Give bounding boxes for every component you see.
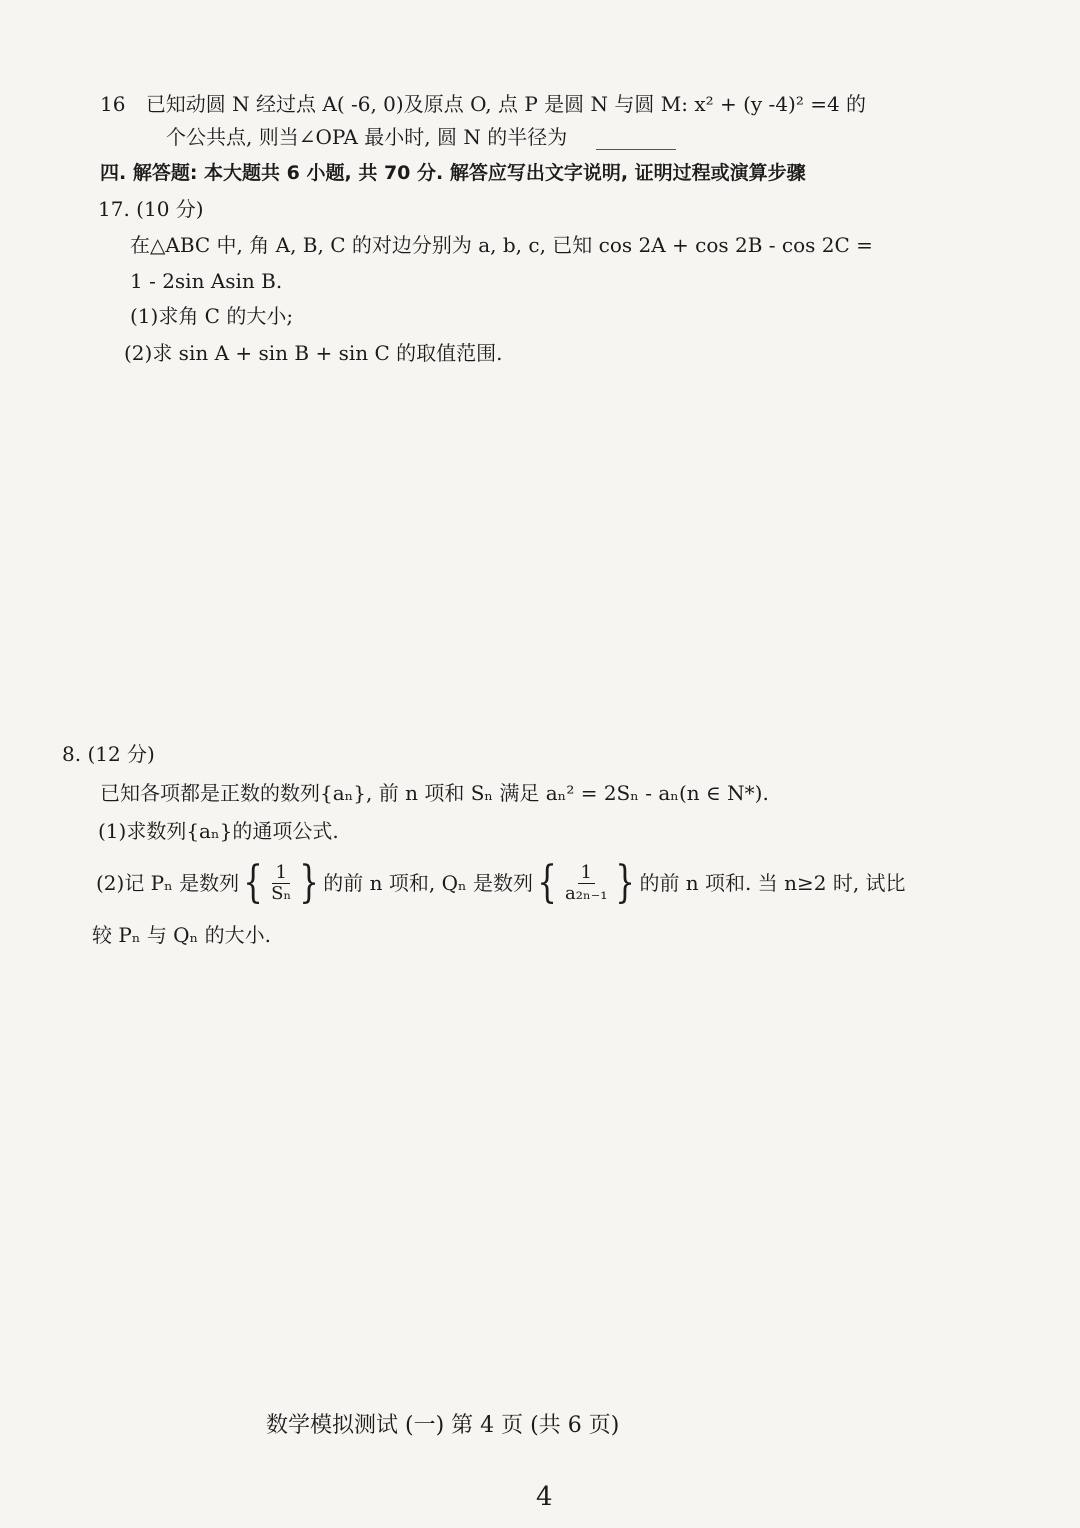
fraction-1-over-Sn — [268, 863, 294, 904]
q17-line2: 1 - 2sin Asin B. — [130, 269, 283, 293]
q18-header: 8. (12 分) — [62, 742, 155, 766]
sequence-reciprocal-a — [533, 857, 639, 908]
q18-part2-text-a: (2)记 Pₙ 是数列 — [96, 871, 240, 895]
fraction-numerator: 1 — [272, 863, 289, 884]
q18-part2-text-c: 的前 n 项和. 当 n≥2 时, 试比 — [639, 871, 906, 895]
left-brace: { — [537, 857, 557, 908]
q18-part2-text-b: 的前 n 项和, Qₙ 是数列 — [323, 871, 533, 895]
page-footer: 数学模拟测试 (一) 第 4 页 (共 6 页) — [266, 1413, 620, 1438]
q16-number: 16 — [100, 92, 126, 116]
left-brace: { — [243, 857, 263, 908]
q17-line1: 在△ABC 中, 角 A, B, C 的对边分别为 a, b, c, 已知 cos 2A + cos 2B - cos 2C = — [130, 233, 873, 257]
fraction-1-over-a2n-1 — [562, 863, 610, 904]
right-brace: } — [299, 857, 320, 908]
q16-line2 — [166, 124, 676, 150]
q18-line1: 已知各项都是正数的数列{aₙ}, 前 n 项和 Sₙ 满足 aₙ² = 2Sₙ - aₙ(n ∈ N*). — [100, 781, 769, 805]
q16-line1 — [100, 91, 866, 117]
sequence-reciprocal-S — [239, 857, 323, 908]
q17-header: 17. (10 分) — [98, 197, 204, 221]
fraction-denominator: Sₙ — [271, 882, 292, 904]
q17-part2: (2)求 sin A + sin B + sin C 的取值范围. — [124, 341, 503, 365]
section-heading: 四. 解答题: 本大题共 6 小题, 共 70 分. 解答应写出文字说明, 证明过程或演算步骤 — [100, 162, 806, 184]
q18-part2-line1 — [96, 856, 906, 910]
q17-part1: (1)求角 C 的大小; — [130, 304, 294, 328]
answer-blank — [596, 131, 676, 150]
q16-text-line1: 已知动圆 N 经过点 A( -6, 0)及原点 O, 点 P 是圆 N 与圆 M: x² + (y -4)² =4 的 — [145, 92, 867, 116]
fraction-numerator: 1 — [578, 863, 595, 884]
q18-part2-line2: 较 Pₙ 与 Qₙ 的大小. — [92, 923, 271, 947]
right-brace: } — [615, 857, 636, 908]
fraction-denominator: a₂ₙ₋₁ — [565, 882, 608, 904]
q18-part1: (1)求数列{aₙ}的通项公式. — [98, 819, 339, 843]
page-number: 4 — [536, 1482, 553, 1512]
q16-text-line2: 个公共点, 则当∠OPA 最小时, 圆 N 的半径为 — [166, 125, 568, 149]
